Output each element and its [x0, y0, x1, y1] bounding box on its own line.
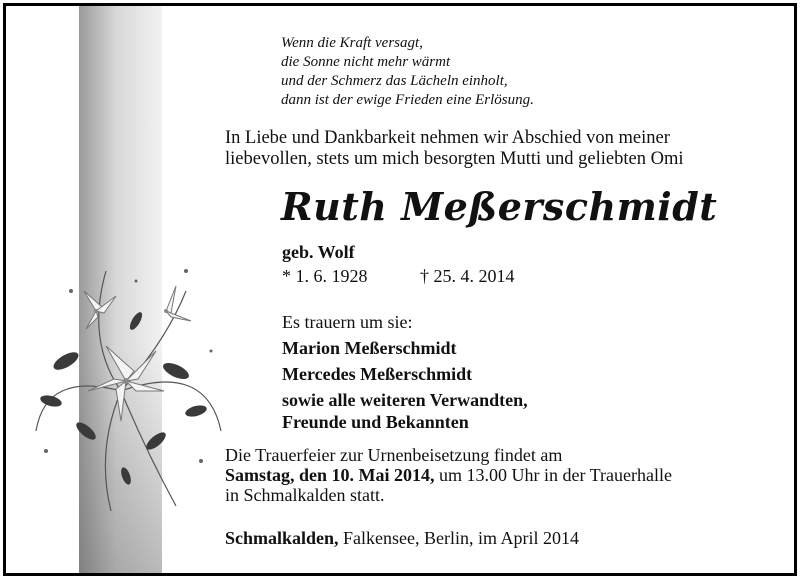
service-info — [225, 445, 672, 505]
intro-line: In Liebe und Dankbarkeit nehmen wir Abschied von meiner — [225, 128, 670, 148]
mourner-name: Mercedes Meßerschmidt — [282, 364, 473, 384]
deceased-name: Ruth Meßerschmidt — [281, 184, 718, 229]
closing-place-date — [225, 528, 579, 549]
poem-line: und der Schmerz das Lächeln einholt, — [281, 73, 508, 89]
death-date: † 25. 4. 2014 — [420, 266, 515, 286]
lily-bouquet-image — [26, 251, 226, 516]
poem — [281, 34, 534, 110]
closing-place: Schmalkalden, — [225, 528, 339, 548]
closing-rest: Falkensee, Berlin, im April 2014 — [338, 528, 579, 548]
intro-text — [225, 128, 684, 170]
mourners-others: sowie alle weiteren Verwandten, — [282, 390, 528, 410]
service-line: Die Trauerfeier zur Urnenbeisetzung findet am — [225, 445, 563, 465]
mourners-block — [282, 311, 528, 433]
mourners-others: Freunde und Bekannten — [282, 412, 469, 432]
obituary-notice — [3, 3, 797, 576]
mourners-heading: Es trauern um sie: — [282, 312, 413, 332]
service-time: um 13.00 Uhr in der Trauerhalle — [434, 465, 672, 485]
poem-line: die Sonne nicht mehr wärmt — [281, 54, 451, 70]
service-line — [225, 465, 672, 485]
mourner-name: Marion Meßerschmidt — [282, 338, 457, 358]
poem-line: Wenn die Kraft versagt, — [281, 35, 423, 51]
poem-line: dann ist der ewige Frieden eine Erlösung. — [281, 92, 534, 108]
service-date: Samstag, den 10. Mai 2014, — [225, 465, 435, 485]
intro-line: liebevollen, stets um mich besorgten Mutti und geliebten Omi — [225, 149, 684, 169]
birth-date: * 1. 6. 1928 — [282, 266, 368, 286]
born-name: geb. Wolf — [282, 242, 355, 262]
service-line: in Schmalkalden statt. — [225, 485, 385, 505]
